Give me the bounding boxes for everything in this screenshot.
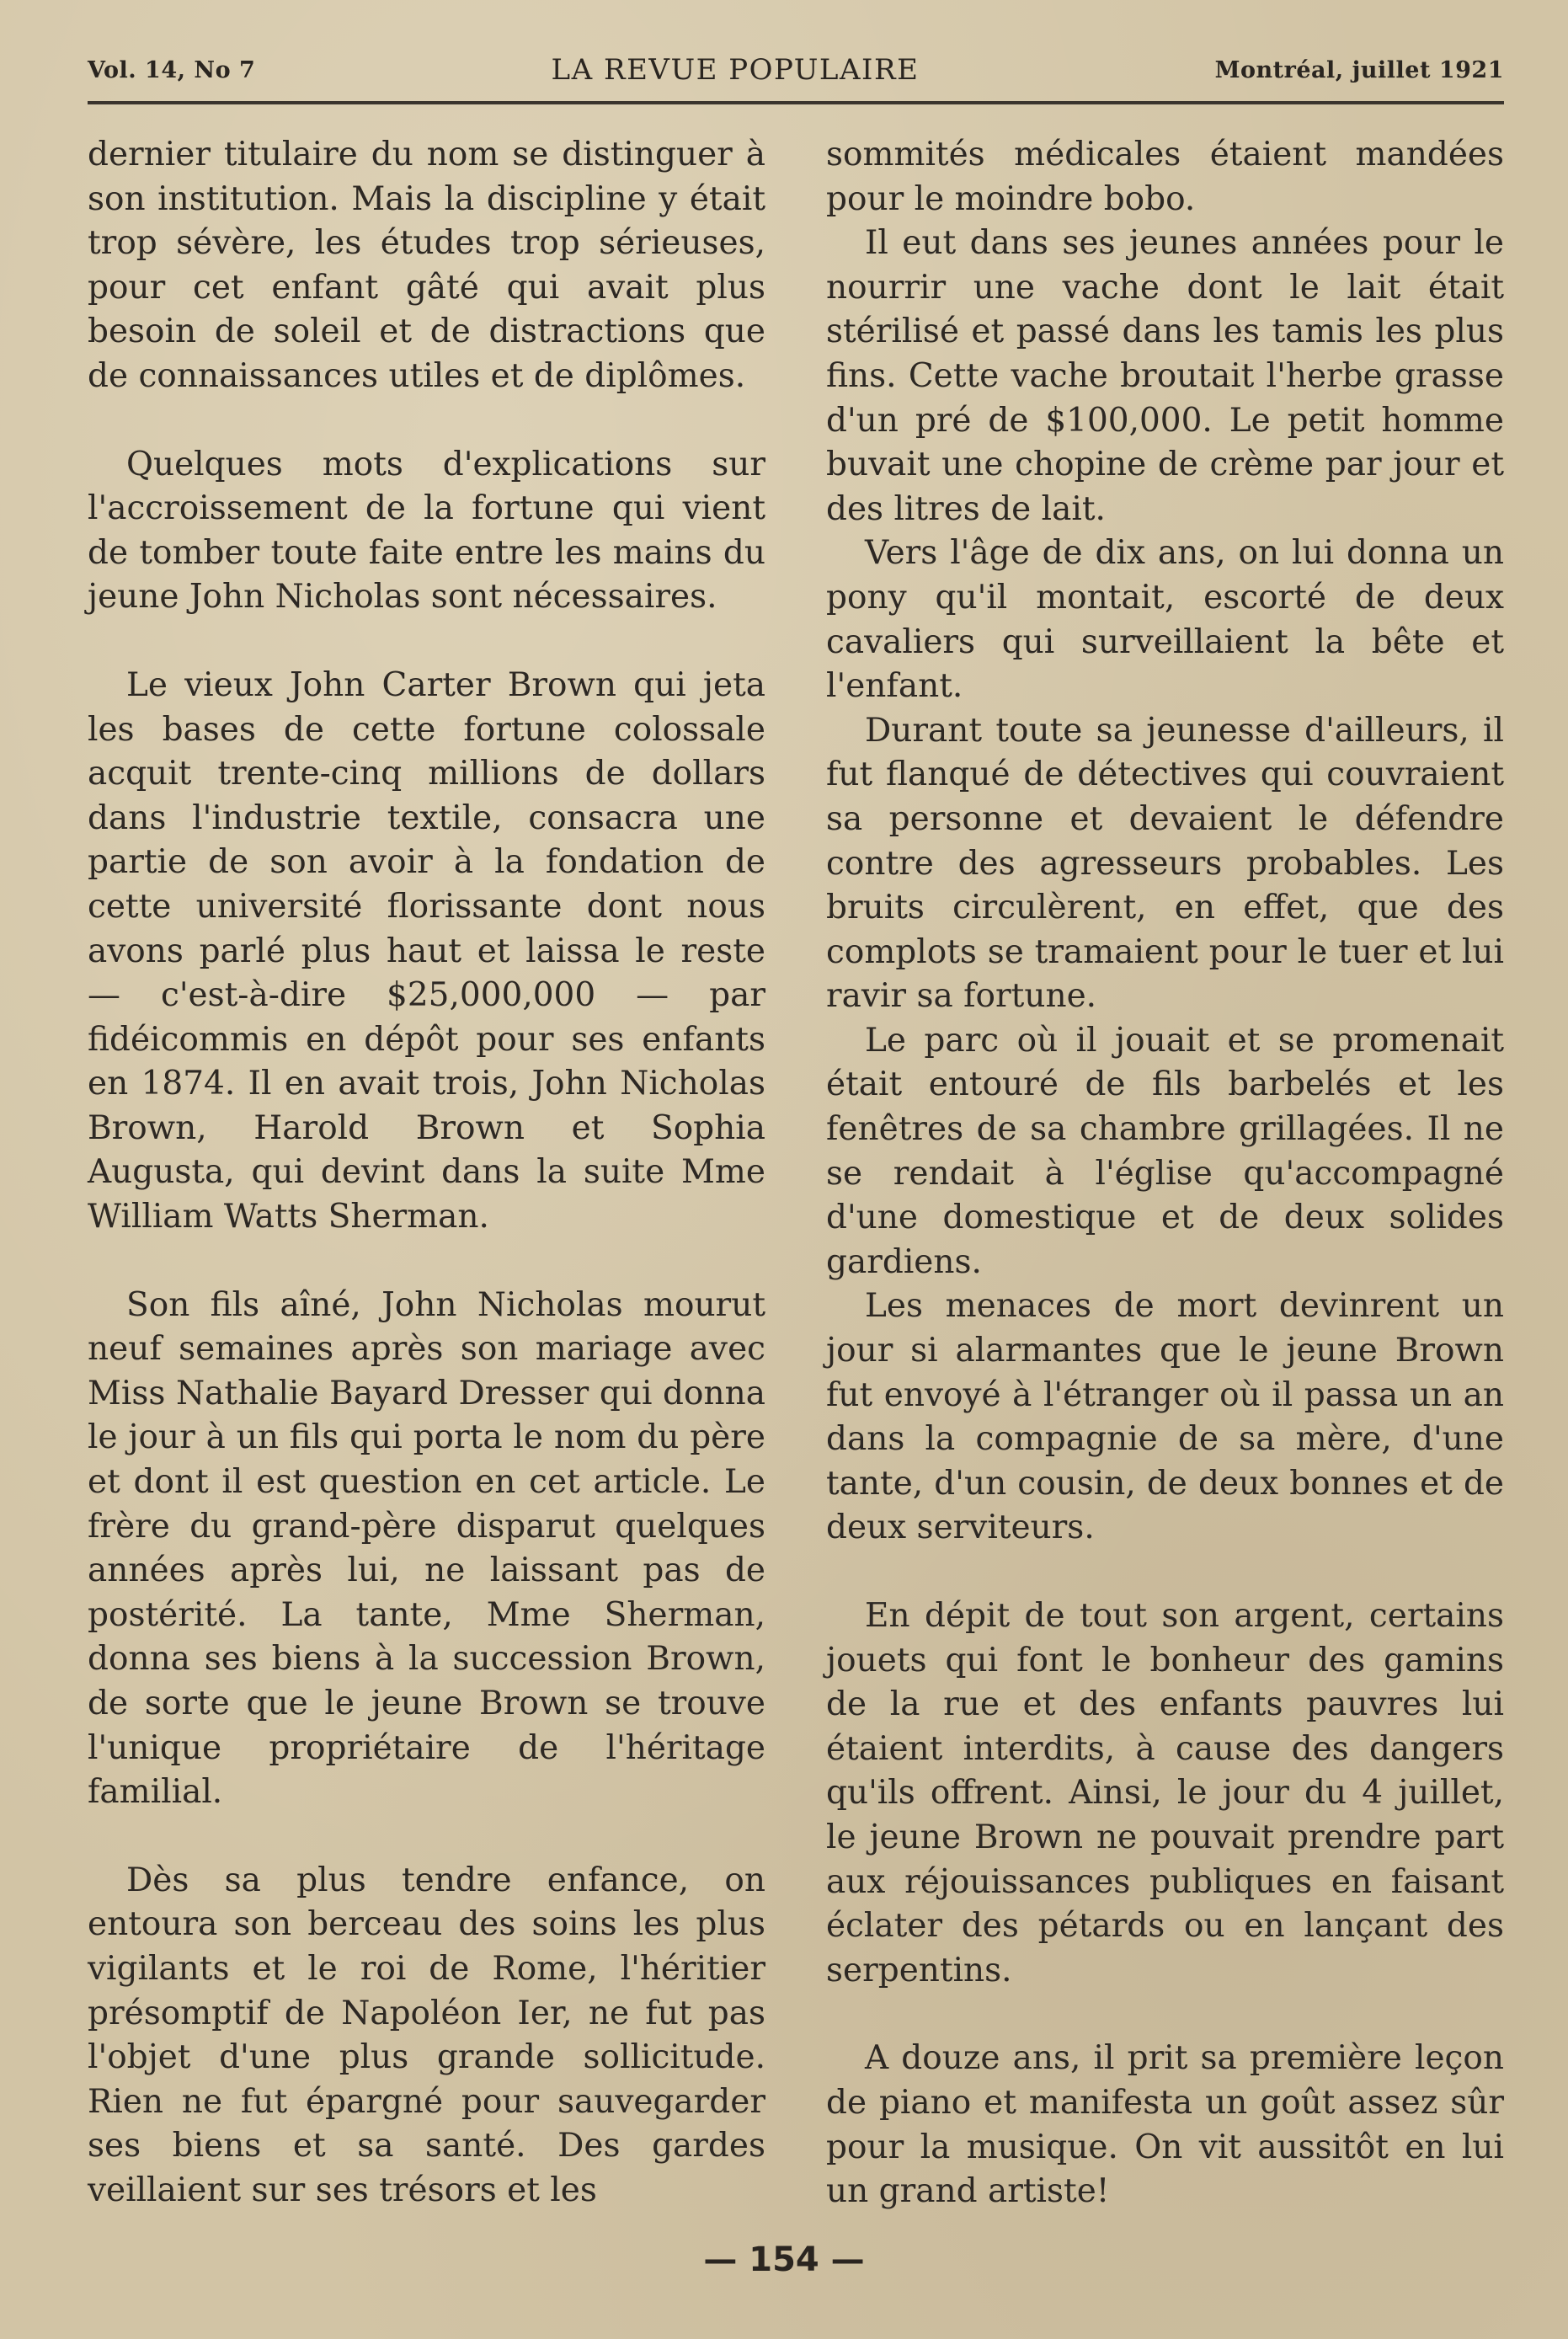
publication-title: LA REVUE POPULAIRE [551, 53, 920, 87]
paragraph: Quelques mots d'explications sur l'accroissement de la fortune qui vient de tomber toute faite entre les mains du jeune John Nicholas sont nécessaires. [88, 445, 765, 617]
paragraph: Son fils aîné, John Nicholas mourut neuf semaines après son mariage avec Miss Nathalie Bayard Dresser qui donna le jour à un fils qui porta le nom du père et dont il est question en cet article. Le frère du grand-père disparut quelques années après lui, ne laissant pas de postérité. La tante, Mme Sherman, donna ses biens à la succession Brown, de sorte que le jeune Brown se trouve l'unique propriétaire de l'héritage familial. [88, 1285, 765, 1812]
running-header [88, 49, 1504, 91]
paragraph: Il eut dans ses jeunes années pour le nourrir une vache dont le lait était stérilisé et passé dans les tamis les plus fins. Cette vache broutait l'herbe grasse d'un pré de $100,000. Le petit homme buvait une chopine de crème par jour et des litres de lait. [826, 224, 1504, 528]
issue-date: Montréal, juillet 1921 [1214, 56, 1504, 83]
right-column [826, 133, 1504, 2211]
paragraph: dernier titulaire du nom se distinguer à son institution. Mais la discipline y était trop sévère, les études trop sérieuses, pour cet enfant gâté qui avait plus besoin de soleil et de distractions que de connaissances utiles et de diplômes. [88, 136, 765, 395]
paragraph: Le parc où il jouait et se promenait était entouré de fils barbelés et les fenêtres de sa chambre grillagées. Il ne se rendait à l'église qu'accompagné d'une domestique et de deux solides gardiens. [826, 1021, 1504, 1281]
paragraph: A douze ans, il prit sa première leçon de piano et manifesta un goût assez sûr pour la musique. On vit aussitôt en lui un grand artiste! [826, 2039, 1504, 2211]
paragraph: Dès sa plus tendre enfance, on entoura son berceau des soins les plus vigilants et le roi de Rome, l'héritier présomptif de Napoléon Ier, ne fut pas l'objet d'une plus grande sollicitude. Rien ne fut épargné pour sauvegarder ses biens et sa santé. Des gardes veillaient sur ses trésors et les [88, 1861, 765, 2209]
paragraph: En dépit de tout son argent, certains jouets qui font le bonheur des gamins de la rue et des enfants pauvres lui étaient interdits, à cause des dangers qu'ils offrent. Ainsi, le jour du 4 juillet, le jeune Brown ne pouvait prendre part aux réjouissances publiques en faisant éclater des pétards ou en lançant des serpentins. [826, 1597, 1504, 1989]
page-number: — 154 — [703, 2240, 865, 2279]
paragraph: Les menaces de mort devinrent un jour si alarmantes que le jeune Brown fut envoyé à l'étranger où il passa un an dans la compagnie de sa mère, d'une tante, d'un cousin, de deux bonnes et de deux serviteurs. [826, 1287, 1504, 1547]
paragraph: Durant toute sa jeunesse d'ailleurs, il fut flanqué de détectives qui couvraient sa personne et devaient le défendre contre des agresseurs probables. Les bruits circulèrent, en effet, que des complots se tramaient pour le tuer et lui ravir sa fortune. [826, 711, 1504, 1016]
paragraph: sommités médicales étaient mandées pour le moindre bobo. [826, 136, 1504, 218]
paragraph: Le vieux John Carter Brown qui jeta les bases de cette fortune colossale acquit trente-cinq millions de dollars dans l'industrie textile, consacra une partie de son avoir à la fondation de cette université florissante dont nous avons parlé plus haut et laissa le reste — c'est-à-dire $25,000,000 — par fidéicommis en dépôt pour ses enfants en 1874. Il en avait trois, John Nicholas Brown, Harold Brown et Sophia Augusta, qui devint dans la suite Mme William Watts Sherman. [88, 665, 765, 1236]
article-body [88, 133, 1504, 2211]
volume-number: Vol. 14, No 7 [88, 56, 256, 83]
paragraph: Vers l'âge de dix ans, on lui donna un pony qu'il montait, escorté de deux cavaliers qui surveillaient la bête et l'enfant. [826, 534, 1504, 706]
header-divider [88, 101, 1504, 104]
left-column [88, 133, 765, 2209]
